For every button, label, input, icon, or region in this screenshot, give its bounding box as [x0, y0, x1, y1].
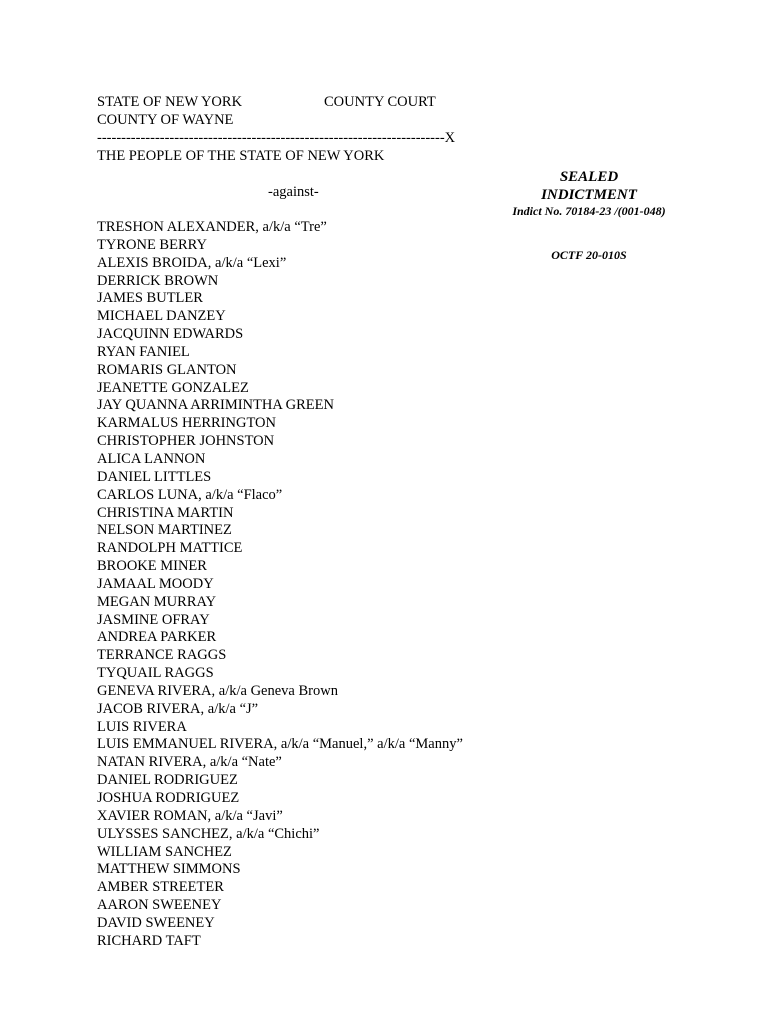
people-heading: THE PEOPLE OF THE STATE OF NEW YORK [97, 148, 385, 164]
defendant-name: JAY QUANNA ARRIMINTHA GREEN [97, 397, 334, 414]
defendant-name: JACQUINN EDWARDS [97, 326, 244, 343]
defendant-name: JAMAAL MOODY [97, 575, 214, 592]
defendant-name: ROMARIS GLANTON [97, 361, 237, 378]
defendant-name: LUIS EMMANUEL RIVERA, a/k/a “Manuel,” a/k/a “Manny” [97, 736, 463, 753]
octf-number: OCTF 20-010S [551, 248, 627, 262]
defendant-name: JEANETTE GONZALEZ [97, 379, 249, 396]
defendant-name: NATAN RIVERA, a/k/a “Nate” [97, 754, 282, 771]
defendant-name: DERRICK BROWN [97, 272, 219, 289]
state-heading: STATE OF NEW YORK [97, 94, 243, 110]
defendant-name: DANIEL LITTLES [97, 468, 212, 485]
defendant-name: TYRONE BERRY [97, 236, 207, 253]
defendant-name: WILLIAM SANCHEZ [97, 843, 232, 860]
defendant-name: AARON SWEENEY [97, 897, 222, 914]
defendant-name: TYQUAIL RAGGS [97, 665, 214, 682]
defendant-name: BROOKE MINER [97, 558, 207, 575]
defendant-name: MEGAN MURRAY [97, 593, 217, 610]
defendant-name: DANIEL RODRIGUEZ [97, 772, 238, 789]
defendant-name: ALICA LANNON [97, 450, 206, 467]
against-label: -against- [268, 184, 319, 200]
defendant-name: JACOB RIVERA, a/k/a “J” [97, 700, 259, 717]
indictment-number: Indict No. 70184-23 /(001-048) [512, 204, 666, 218]
defendant-name: MICHAEL DANZEY [97, 308, 226, 325]
indictment-label: INDICTMENT [541, 187, 637, 203]
defendant-name: ANDREA PARKER [97, 629, 217, 646]
defendant-name: TERRANCE RAGGS [97, 647, 227, 664]
defendant-name: NELSON MARTINEZ [97, 522, 232, 539]
defendant-name: MATTHEW SIMMONS [97, 861, 241, 878]
defendant-name: AMBER STREETER [97, 879, 224, 896]
defendant-name: CARLOS LUNA, a/k/a “Flaco” [97, 486, 283, 503]
defendant-name: LUIS RIVERA [97, 718, 187, 735]
court-heading: COUNTY COURT [324, 94, 436, 110]
defendant-name: XAVIER ROMAN, a/k/a “Javi” [97, 807, 283, 824]
defendant-name: ALEXIS BROIDA, a/k/a “Lexi” [97, 254, 287, 271]
defendant-name: RANDOLPH MATTICE [97, 540, 243, 557]
defendant-list [97, 219, 463, 951]
defendant-name: KARMALUS HERRINGTON [97, 415, 276, 432]
defendant-name: JASMINE OFRAY [97, 611, 210, 628]
defendant-name: JOSHUA RODRIGUEZ [97, 790, 240, 806]
defendant-name: CHRISTOPHER JOHNSTON [97, 433, 275, 450]
county-heading: COUNTY OF WAYNE [97, 112, 234, 128]
defendant-name: TRESHON ALEXANDER, a/k/a “Tre” [97, 219, 327, 235]
defendant-name: RICHARD TAFT [97, 932, 201, 949]
sealed-label: SEALED [559, 169, 619, 185]
caption-separator: ------------------------------------------------------------------------X [97, 130, 456, 146]
defendant-name: ULYSSES SANCHEZ, a/k/a “Chichi” [97, 825, 320, 842]
defendant-name: RYAN FANIEL [97, 343, 190, 360]
defendant-name: CHRISTINA MARTIN [97, 504, 234, 521]
defendant-name: GENEVA RIVERA, a/k/a Geneva Brown [97, 682, 338, 699]
defendant-name: JAMES BUTLER [97, 290, 203, 307]
defendant-name: DAVID SWEENEY [97, 914, 215, 931]
